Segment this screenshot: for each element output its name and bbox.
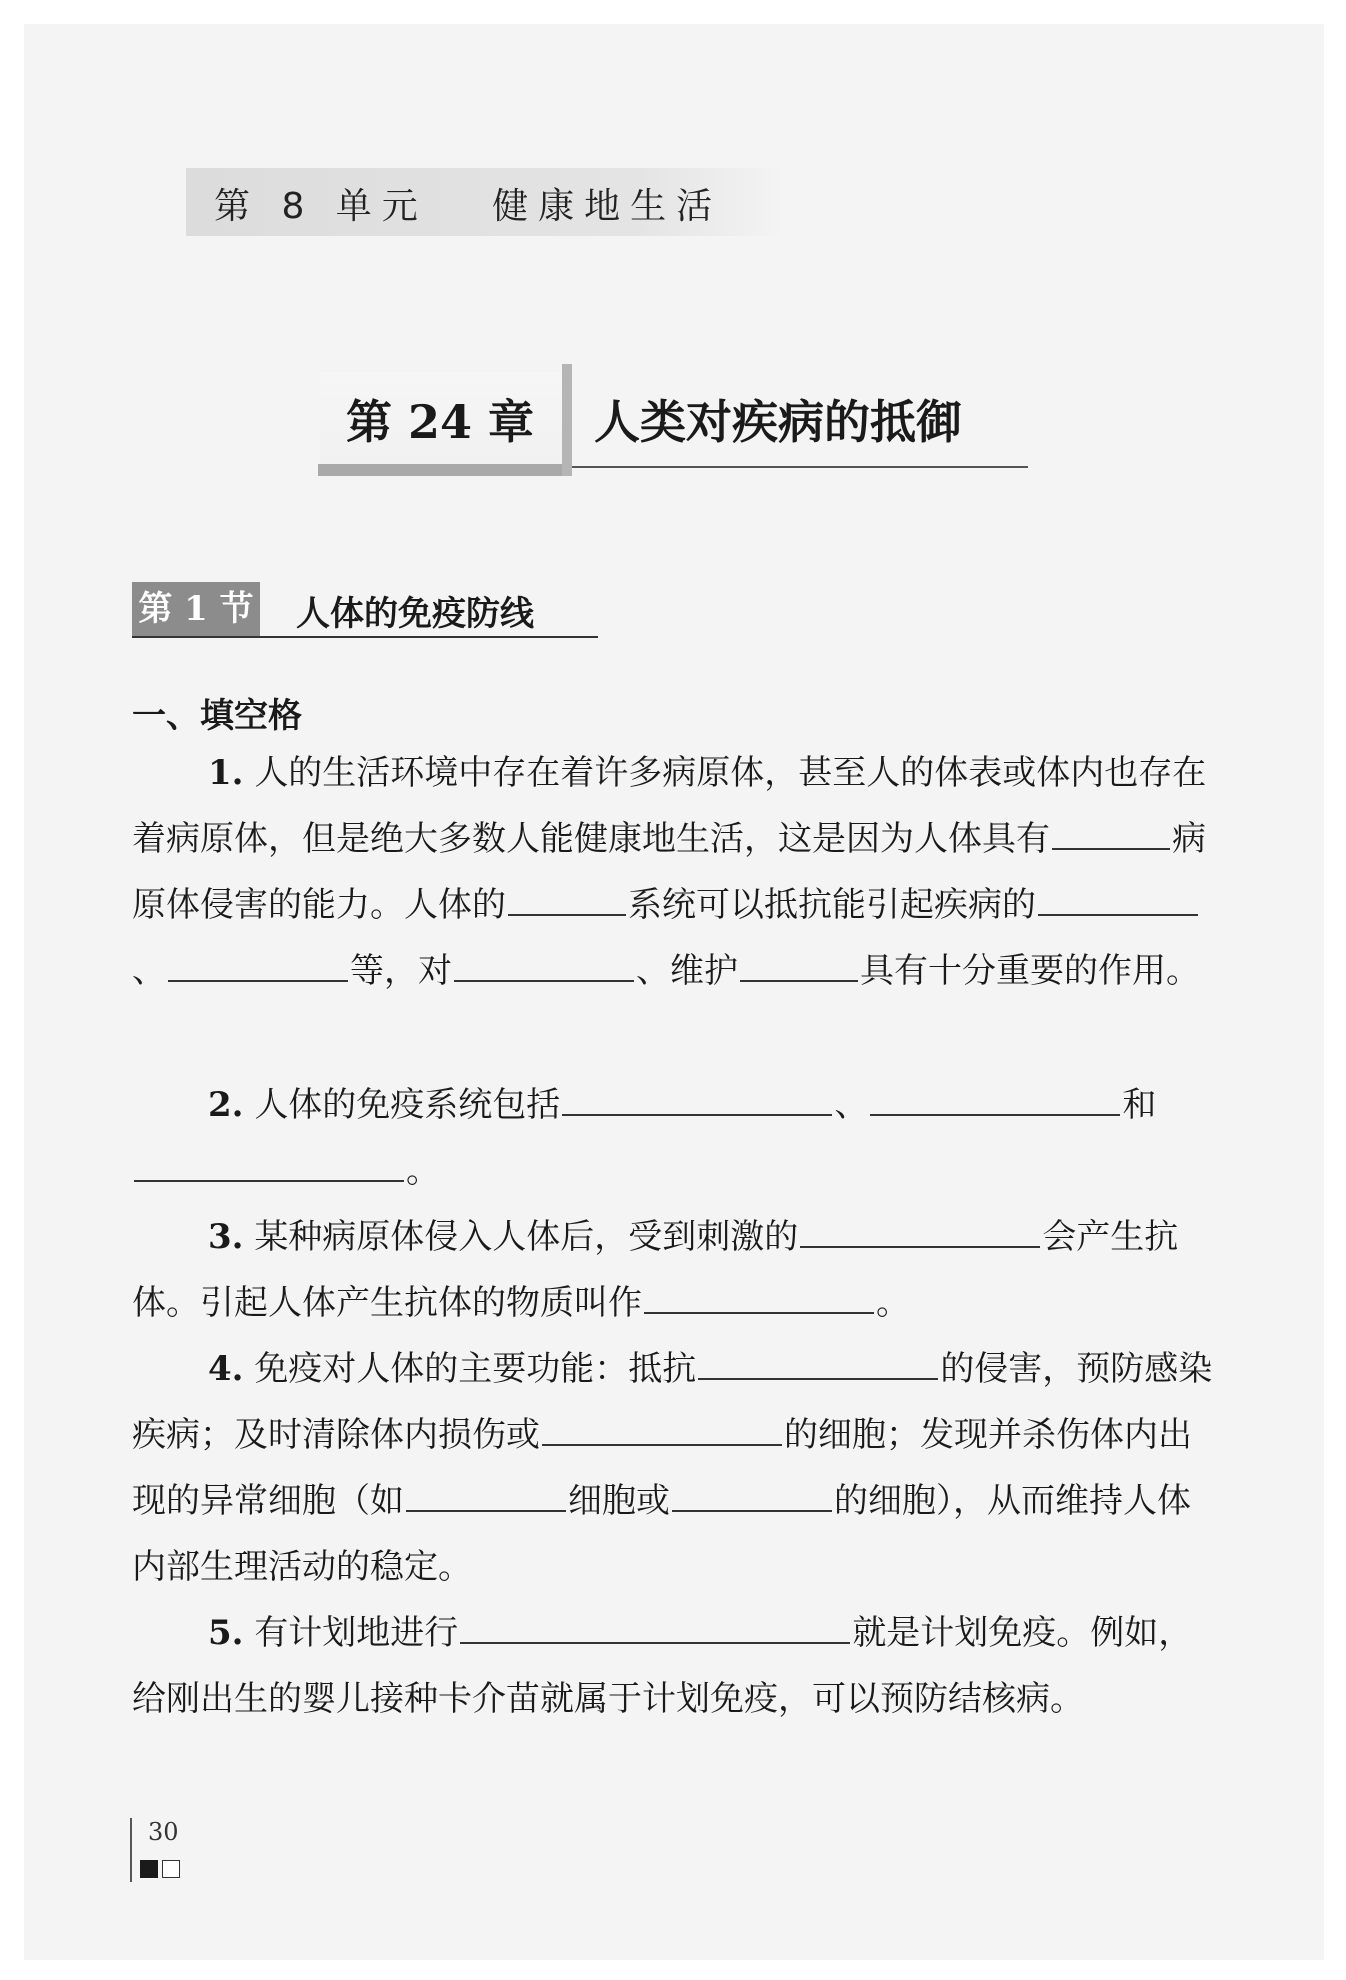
answer-blank[interactable] [800, 1220, 1040, 1248]
question-text: 免疫对人体的主要功能：抵抗 [254, 1349, 697, 1389]
question-5 [132, 1600, 1214, 1732]
answer-blank[interactable] [1038, 888, 1198, 916]
chapter-underline [572, 466, 1028, 468]
answer-blank[interactable] [644, 1286, 874, 1314]
question-text: 细胞或 [568, 1481, 670, 1521]
question-1 [132, 740, 1214, 1004]
question-text: 。 [876, 1283, 910, 1323]
part-heading: 一、填空格 [132, 696, 302, 736]
unit-title: 第 8 单元 健康地生活 [214, 186, 723, 227]
question-number: 3. [208, 1217, 244, 1257]
chapter-divider [562, 364, 572, 476]
question-number: 2. [208, 1085, 244, 1125]
question-text: 。 [406, 1151, 440, 1191]
chapter-number: 第 24 章 [346, 395, 535, 449]
question-text: 有计划地进行 [254, 1613, 459, 1653]
question-number: 4. [208, 1349, 244, 1389]
question-text: 某种病原体侵入人体后，受到刺激的 [254, 1217, 799, 1257]
question-text: 就是计划免疫。例如，给刚出生的婴儿接种卡介苗就属于计划免疫，可以预防结核病。 [132, 1613, 1193, 1719]
question-text: 、维护 [636, 951, 738, 991]
question-text: 的细胞；发现并杀伤体内出现的异常细胞（如 [132, 1415, 1192, 1521]
answer-blank[interactable] [870, 1088, 1120, 1116]
question-number: 1. [208, 753, 244, 793]
question-text: 、 [834, 1085, 869, 1125]
question-text: 会产生抗体。引起人体产生抗体的物质叫作 [132, 1217, 1179, 1323]
question-text: 的侵害，预防感染疾病；及时清除体内损伤或 [132, 1349, 1213, 1455]
answer-blank[interactable] [134, 1154, 404, 1182]
section-title: 人体的免疫防线 [296, 594, 534, 634]
question-4 [132, 1336, 1214, 1600]
question-text: 病原体侵害的能力。人体的 [132, 819, 1206, 925]
question-text: 人的生活环境中存在着许多病原体，甚至人的体表或体内也存在着病原体，但是绝大多数人能健康地生活，这是因为人体具有 [132, 753, 1207, 859]
question-text: 、 [132, 951, 166, 991]
section-underline [132, 636, 598, 638]
question-text: 和 [1122, 1085, 1157, 1125]
page-margin-bar [130, 1818, 132, 1882]
answer-blank[interactable] [406, 1484, 566, 1512]
answer-blank[interactable] [460, 1616, 850, 1644]
empty-square-icon [162, 1860, 180, 1878]
answer-blank[interactable] [562, 1088, 832, 1116]
answer-blank[interactable] [740, 954, 858, 982]
answer-blank[interactable] [698, 1352, 938, 1380]
answer-blank[interactable] [168, 954, 348, 982]
section-label: 第 1 节 [132, 582, 260, 636]
page-number: 30 [148, 1818, 179, 1846]
filled-square-icon [140, 1860, 158, 1878]
chapter-title: 人类对疾病的抵御 [594, 395, 962, 449]
question-text: 具有十分重要的作用。 [860, 951, 1200, 991]
question-text: 的细胞），从而维持人体内部生理活动的稳定。 [132, 1481, 1191, 1587]
answer-blank[interactable] [508, 888, 626, 916]
chapter-number-shadow [318, 464, 570, 476]
question-text: 人体的免疫系统包括 [254, 1085, 561, 1125]
answer-blank[interactable] [1052, 822, 1170, 850]
answer-blank[interactable] [672, 1484, 832, 1512]
answer-blank[interactable] [542, 1418, 782, 1446]
question-text: 等，对 [350, 951, 452, 991]
question-3 [132, 1204, 1214, 1336]
question-2 [132, 1072, 1214, 1204]
question-number: 5. [208, 1613, 244, 1653]
question-text: 系统可以抵抗能引起疾病的 [628, 885, 1036, 925]
answer-blank[interactable] [454, 954, 634, 982]
